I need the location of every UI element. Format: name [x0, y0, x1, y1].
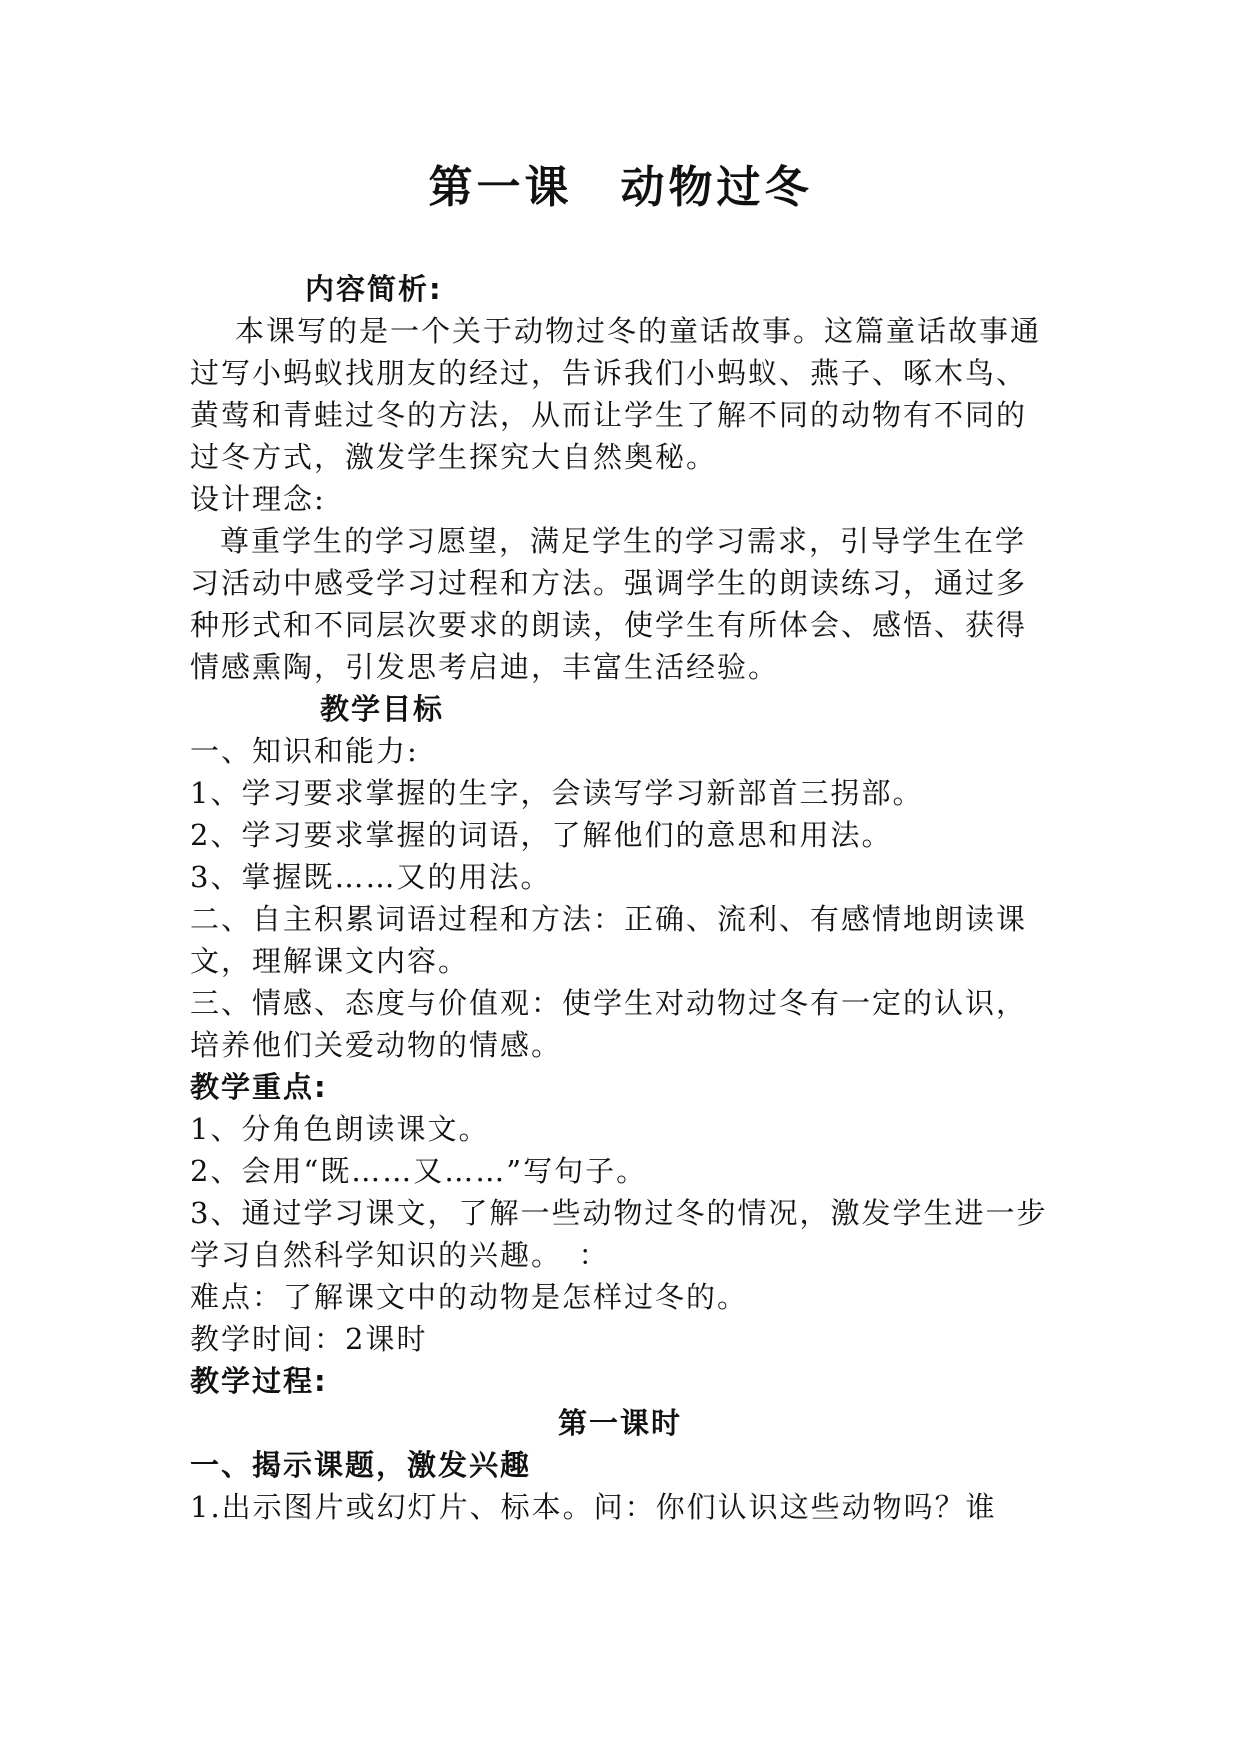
goal-item: 3、掌握既……又的用法。 [190, 860, 552, 894]
section-heading: 一、揭示课题，激发兴趣 [190, 1448, 532, 1482]
goal-item: 1、学习要求掌握的生字，会读写学习新部首三拐部。 [190, 776, 924, 810]
step-item: 1.出示图片或幻灯片、标本。问：你们认识这些动物吗？谁 [190, 1490, 997, 1524]
goal-item: 2、学习要求掌握的词语，了解他们的意思和用法。 [190, 818, 893, 852]
key-point-item: 2、会用“既……又……”写句子。 [190, 1154, 648, 1188]
key-point-item: 3、通过学习课文，了解一些动物过冬的情况，激发学生进一步学习自然科学知识的兴趣。 ： [190, 1196, 1048, 1272]
emotion-goal: 三、情感、态度与价值观：使学生对动物过冬有一定的认识，培养他们关爱动物的情感。 [190, 986, 1028, 1062]
process-goal: 二、自主积累词语过程和方法：正确、流利、有感情地朗读课文，理解课文内容。 [190, 902, 1028, 978]
key-point-item: 1、分角色朗读课文。 [190, 1112, 490, 1146]
content-analysis-text: 本课写的是一个关于动物过冬的童话故事。这篇童话故事通过写小蚂蚁找朋友的经过，告诉我们小蚂蚁、燕子、啄木鸟、黄莺和青蛙过冬的方法，从而让学生了解不同的动物有不同的过冬方式，激发学生探究大自然奥秘。 [190, 314, 1042, 474]
teaching-goals-heading: 教学目标 [320, 692, 445, 726]
difficulty: 难点：了解课文中的动物是怎样过冬的。 [190, 1280, 749, 1314]
design-concept-heading: 设计理念: [190, 482, 326, 516]
design-concept-text: 尊重学生的学习愿望，满足学生的学习需求，引导学生在学习活动中感受学习过程和方法。强调学生的朗读练习，通过多种形式和不同层次要求的朗读，使学生有所体会、感悟、获得情感熏陶，引发思考启迪，丰富生活经验。 [190, 524, 1028, 684]
teaching-process-heading: 教学过程: [190, 1364, 328, 1398]
lesson-title: 第一课 动物过冬 [428, 162, 813, 213]
knowledge-heading: 一、知识和能力: [190, 734, 419, 768]
key-points-heading: 教学重点: [190, 1070, 328, 1104]
document-body [190, 268, 1050, 1528]
content-analysis-heading: 内容简析: [305, 272, 443, 306]
teaching-time: 教学时间：2课时 [190, 1322, 428, 1356]
lesson-period-heading: 第一课时 [557, 1406, 682, 1440]
